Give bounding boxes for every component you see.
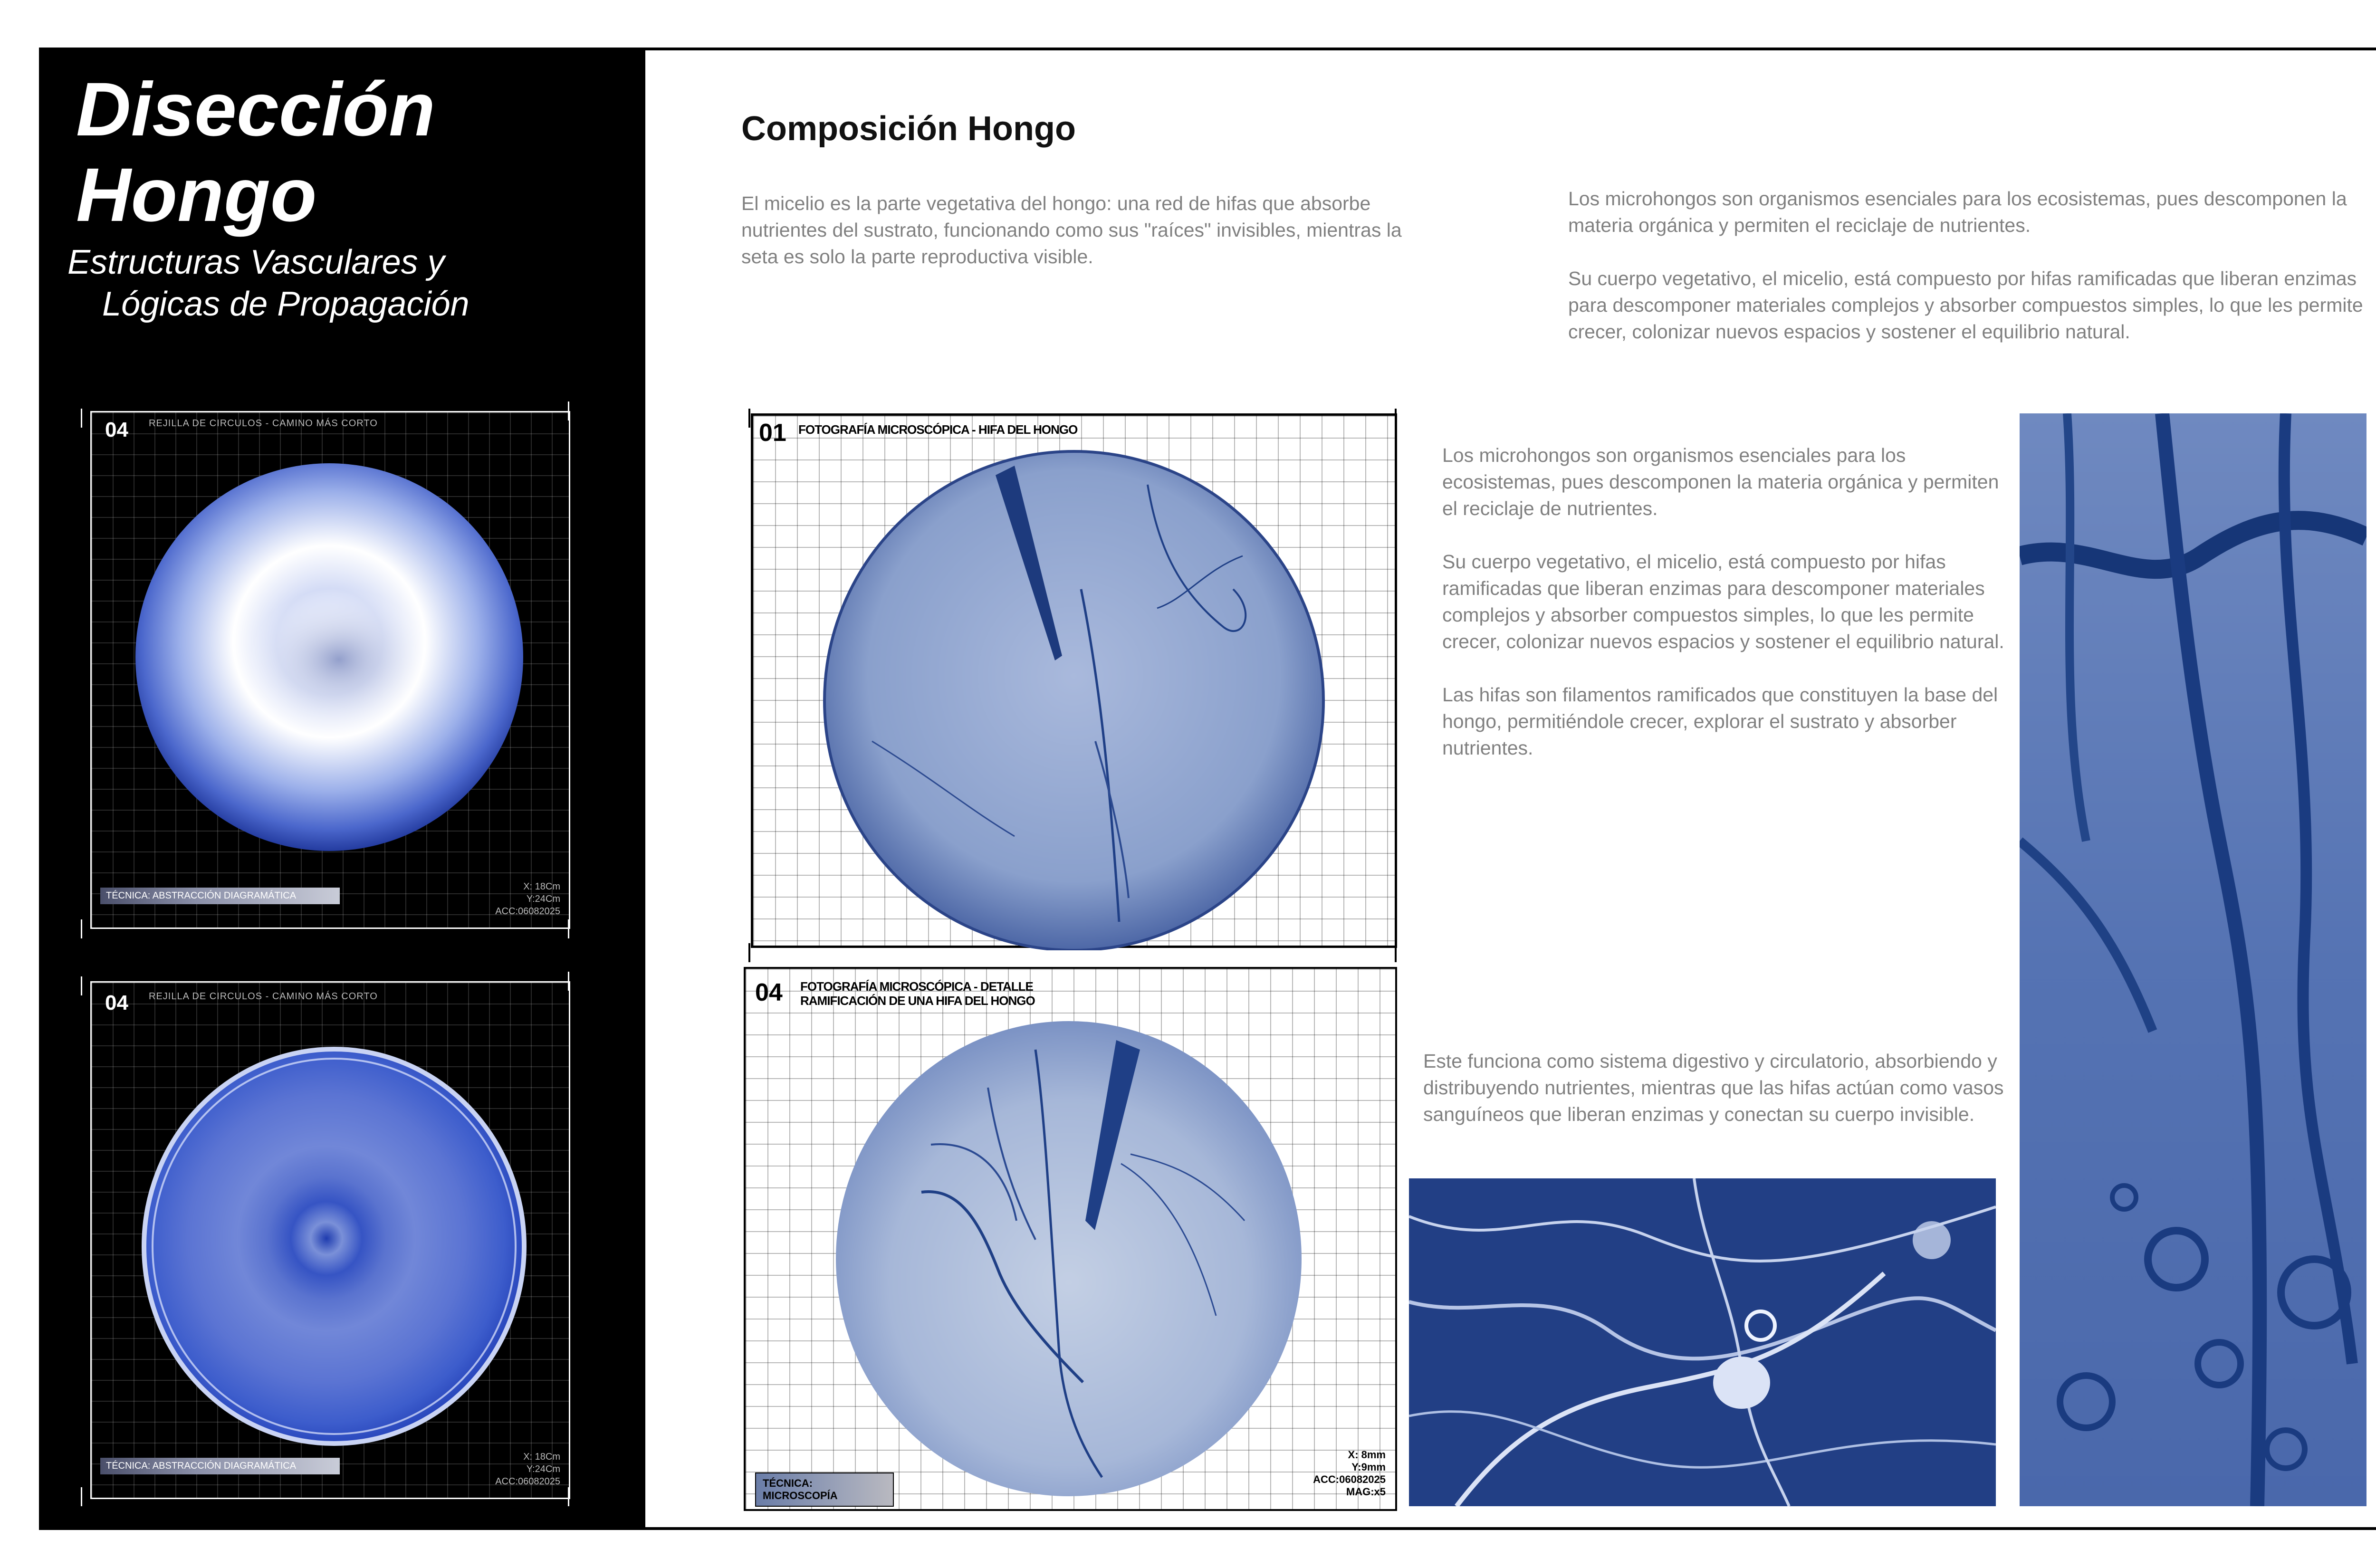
title-line-1: Disección <box>76 67 435 152</box>
coord-x: X: 8mm <box>1348 1449 1386 1461</box>
intro-paragraph: El micelio es la parte vegetativa del hongo: una red de hifas que absorbe nutrientes del sustrato, funcionando como sus "raíces" invisibles, mientras la seta es solo la parte reproductiva visible. <box>741 192 1402 268</box>
hypha-microscope-image <box>815 447 1333 950</box>
technique-label: TÉCNICA: MICROSCOPÍA <box>755 1472 894 1507</box>
top-right-paragraph-1: Los microhongos son organismos esenciales para los ecosistemas, pues descomponen la materia orgánica y permiten el reciclaje de nutrientes. <box>1568 188 2347 236</box>
petri-dish-bottom-image <box>139 1044 529 1448</box>
title-line-2: Hongo <box>76 152 317 237</box>
microscopy-panel-1 <box>751 413 1397 948</box>
coordinates <box>1313 1449 1386 1498</box>
top-right-paragraph-2: Su cuerpo vegetativo, el micelio, está compuesto por hifas ramificadas que liberan enzimas para descomponer materiales complejos y absorber compuestos simples, lo que les permite crecer, colonizar nuevos espacios y sostener el equilibrio natural. <box>1568 268 2363 343</box>
microscopy-panel-2 <box>744 967 1397 1511</box>
panel-caption: FOTOGRAFÍA MICROSCÓPICA - HIFA DEL HONGO <box>798 422 1078 437</box>
diagram-panel-top <box>90 411 570 929</box>
corner-tick <box>748 943 750 962</box>
corner-tick <box>748 409 750 428</box>
panel-caption-1: FOTOGRAFÍA MICROSCÓPICA - DETALLE <box>800 979 1033 994</box>
corner-tick <box>568 972 569 991</box>
coord-mag: MAG:x5 <box>1346 1486 1386 1498</box>
title-block <box>76 67 623 238</box>
hyphae-closeup-image <box>2020 413 2366 1506</box>
panel-number: 01 <box>759 419 786 447</box>
coord-x: X: 18Cm <box>523 1452 560 1462</box>
corner-tick <box>568 402 569 421</box>
coord-acc: ACC:06082025 <box>495 906 560 917</box>
corner-tick <box>81 409 82 428</box>
technique-label: TÉCNICA: ABSTRACCIÓN DIAGRAMÁTICA <box>100 1458 340 1474</box>
lower-paragraph: Este funciona como sistema digestivo y circulatorio, absorbiendo y distribuyendo nutrientes, mientras que las hifas actúan como vasos sanguíneos que liberan enzimas y conectan su cuerpo invisible. <box>1423 1050 2004 1125</box>
coord-y: Y:24Cm <box>526 894 560 904</box>
panel-caption-2: RAMIFICACIÓN DE UNA HIFA DEL HONGO <box>800 994 1035 1008</box>
corner-tick <box>568 1487 569 1506</box>
network-texture <box>1409 1178 1996 1506</box>
hypha-branch-microscope-image <box>836 1021 1302 1496</box>
corner-tick <box>1395 943 1397 962</box>
coord-acc: ACC:06082025 <box>495 1476 560 1487</box>
coordinates <box>495 880 560 918</box>
subtitle-line-2: Lógicas de Propagación <box>102 285 469 323</box>
petri-dish-top-image <box>115 460 543 854</box>
coordinates <box>495 1451 560 1488</box>
middle-text <box>1442 442 2008 761</box>
panel-number: 04 <box>755 979 783 1006</box>
coord-y: Y:24Cm <box>526 1464 560 1474</box>
corner-tick <box>568 919 569 938</box>
corner-tick <box>81 1487 82 1506</box>
middle-paragraph-1: Los microhongos son organismos esenciales para los ecosistemas, pues descomponen la materia orgánica y permiten el reciclaje de nutrientes. <box>1442 444 1999 519</box>
diagram-panel-bottom <box>90 981 570 1499</box>
coord-x: X: 18Cm <box>523 881 560 892</box>
coord-y: Y:9mm <box>1351 1461 1386 1473</box>
subtitle-line-1: Estructuras Vasculares y <box>67 243 445 281</box>
top-right-text <box>1568 185 2376 345</box>
middle-paragraph-3: Las hifas son filamentos ramificados que constituyen la base del hongo, permitiéndole crecer, explorar el sustrato y absorber nutrientes. <box>1442 684 1998 759</box>
hyphae-texture <box>2020 413 2366 1506</box>
coord-acc: ACC:06082025 <box>1313 1473 1386 1485</box>
middle-paragraph-2: Su cuerpo vegetativo, el micelio, está compuesto por hifas ramificadas que liberan enzimas para descomponer materiales complejos y absorber compuestos simples, lo que les permite crecer, colonizar nuevos espacios y sostener el equilibrio natural. <box>1442 551 2004 652</box>
panel-number: 04 <box>105 991 128 1014</box>
panel-caption: REJILLA DE CIRCULOS - CAMINO MÁS CORTO <box>149 991 378 1002</box>
page-heading: Composición Hongo <box>741 110 1076 148</box>
corner-tick <box>81 919 82 938</box>
mycelium-network-image <box>1409 1178 1996 1506</box>
panel-number: 04 <box>105 418 128 441</box>
corner-tick <box>81 976 82 995</box>
corner-tick <box>1395 409 1397 428</box>
technique-label: TÉCNICA: ABSTRACCIÓN DIAGRAMÁTICA <box>100 888 340 904</box>
panel-caption: REJILLA DE CIRCULOS - CAMINO MÁS CORTO <box>149 418 378 429</box>
